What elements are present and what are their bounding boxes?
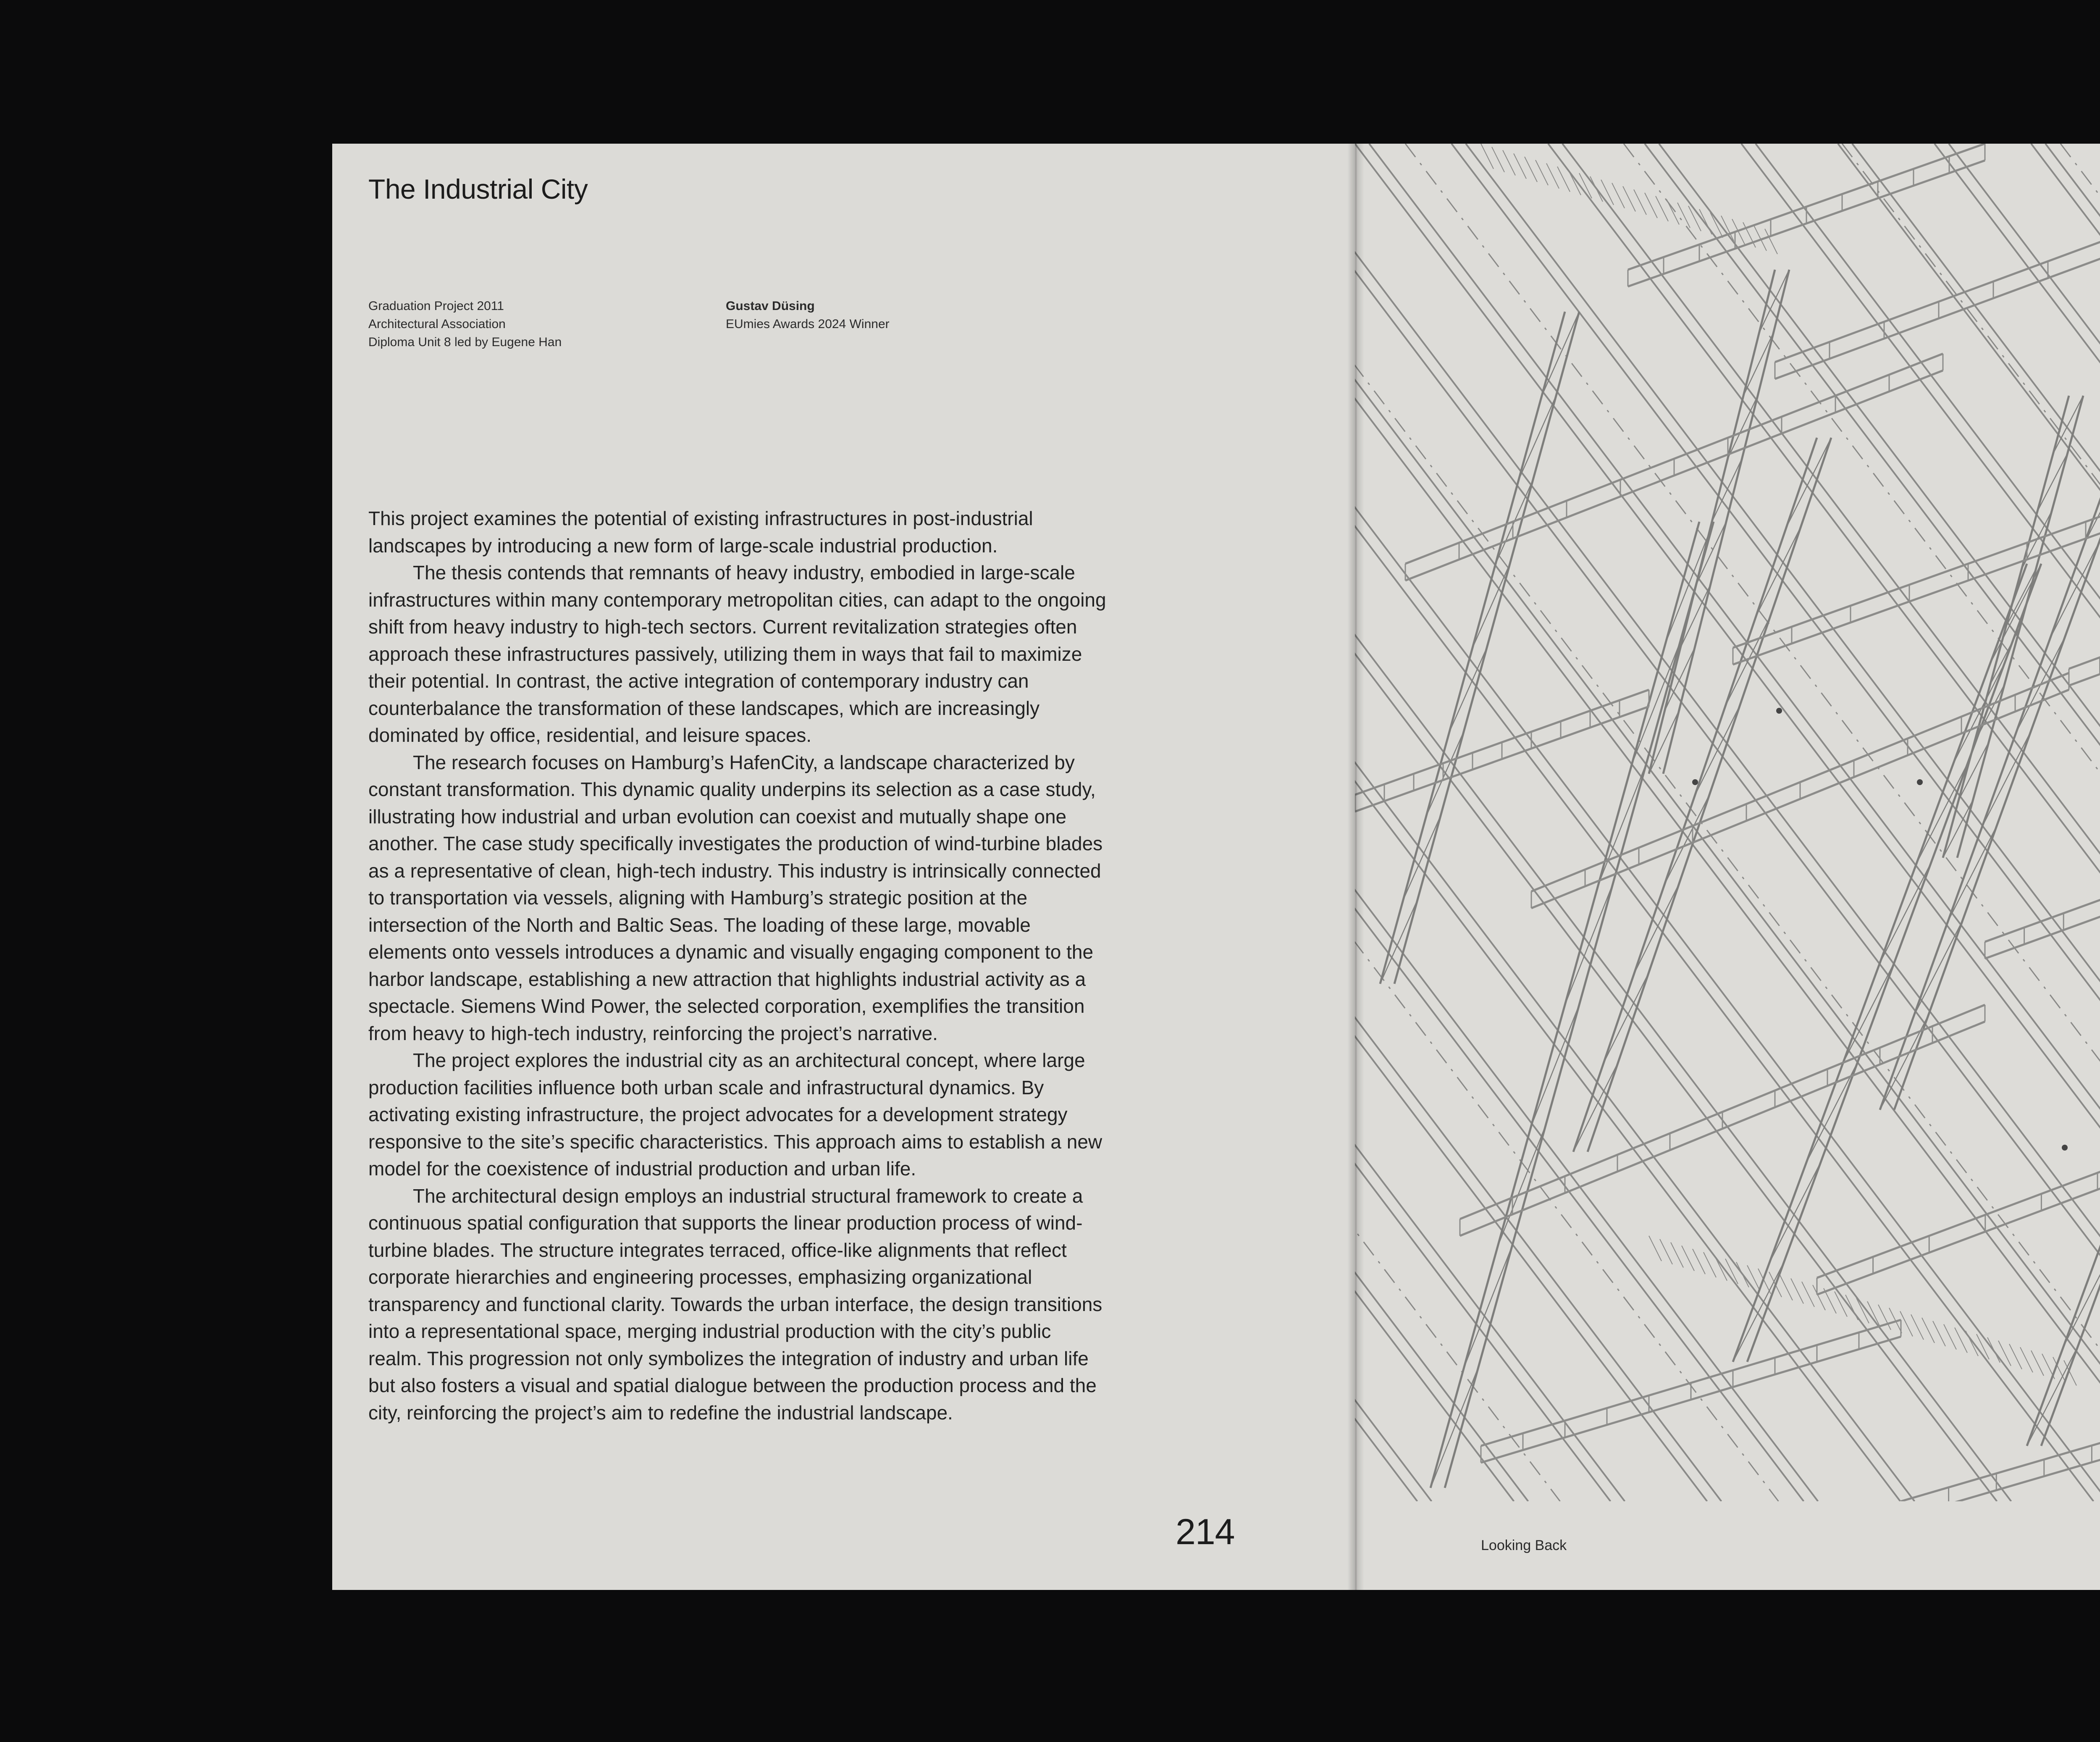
- right-page: [1355, 144, 2100, 1590]
- page-number-left: 214: [1176, 1512, 1235, 1552]
- structure-line: [1756, 144, 2100, 1501]
- structure-line: [1634, 884, 1679, 974]
- structure-line: [2061, 144, 2100, 1501]
- structure-line: [1645, 144, 2100, 1501]
- structure-line: [2045, 144, 2100, 1501]
- structure-line: [1775, 160, 2100, 362]
- body-text: [368, 505, 1108, 1426]
- structure-line: [1452, 144, 2100, 1501]
- page-title: The Industrial City: [368, 173, 588, 205]
- structure-line: [1695, 706, 1740, 795]
- meta-line: Graduation Project 2011: [368, 299, 504, 313]
- structure-node: [1776, 708, 1782, 714]
- paragraph: The thesis contends that remnants of heavy industry, embodied in large-scale infrastructures within many contemporary metropolitan cities, can adapt to the ongoing shift from heavy industry to high-tech sectors. Current revitalization strategies often approach these infrastructures passively, utilizing them in ways that fail to maximize their potential. In contrast, the active integration of contemporary industry can counterbalance the transformation of these landscapes, which are increasingly dominated by office, residential, and leisure spaces.: [368, 562, 1106, 746]
- award-line: EUmies Awards 2024 Winner: [726, 317, 890, 331]
- structure-line: [1948, 826, 1997, 921]
- section-label: Looking Back: [1481, 1537, 1567, 1553]
- structure-line: [2027, 648, 2100, 1446]
- structure-line: [1756, 527, 1801, 617]
- author-name: Gustav Düsing: [726, 299, 815, 313]
- structure-line: [1355, 144, 2100, 1501]
- structure-line: [1935, 144, 2100, 1501]
- meta-line: Architectural Association: [368, 317, 506, 331]
- structure-line: [1649, 711, 1679, 774]
- structure-line: [1712, 459, 1742, 522]
- structure-line: [1355, 144, 1625, 1501]
- paragraph: The research focuses on Hamburg’s HafenCity, a landscape characterized by constant transformation. This dynamic quality underpins its selection as a case study, illustrating how industrial and urban evolution can coexist and mutually shape one another. The case study specifically investigates the production of wind-turbine blades as a representative of clean, high-tech industry. This industry is intrinsically connected to transportation via vessels, aligning with Hamburg’s strategic position at the intersection of the North and Baltic Seas. The loading of these large, movable elements onto vessels introduces a dynamic and visually engaging component to the harbor landscape, establishing a new attraction that highlights industrial activity as a spectacle. Siemens Wind Power, the selected corporation, exemplifies the transition from heavy to high-tech industry, reinforcing the project’s narrative.: [368, 751, 1103, 1044]
- structure-node: [1917, 779, 1923, 785]
- structure-line: [1817, 1085, 2100, 1295]
- structure-line: [1355, 144, 1514, 1501]
- structure-line: [1843, 963, 1895, 1063]
- structure-line: [2053, 396, 2084, 454]
- structure-line: [1880, 354, 2100, 1110]
- structure-node: [2062, 1145, 2068, 1151]
- structure-line: [2069, 572, 2100, 686]
- structure-line: [1355, 144, 1721, 1501]
- structure-line: [1355, 144, 2100, 1501]
- structure-line: [1914, 921, 1962, 1015]
- structure-line: [1733, 1262, 1784, 1362]
- structure-line: [1604, 973, 1649, 1063]
- structure-line: [1466, 144, 2100, 1501]
- left-page: [332, 144, 1355, 1590]
- structure-line: [1743, 333, 1774, 396]
- structure-line: [1985, 816, 2100, 959]
- structure-line: [2027, 1346, 2078, 1446]
- structure-line: [1943, 800, 1973, 858]
- structure-line: [1355, 144, 2100, 1501]
- structure-line: [1355, 144, 1528, 1501]
- structure-line: [1901, 1362, 2100, 1501]
- structure-line: [2085, 448, 2100, 543]
- structure-line: [1355, 144, 1707, 1501]
- meta-line: Diploma Unit 8 led by Eugene Han: [368, 335, 562, 349]
- structure-line: [1741, 144, 2100, 1501]
- author-meta: [726, 297, 890, 333]
- structure-line: [1562, 144, 2100, 1501]
- structure-line: [1599, 763, 1646, 884]
- structure-line: [1659, 144, 2100, 1501]
- structure-line: [1355, 144, 1900, 1501]
- structure-line: [1464, 1246, 1512, 1367]
- structure-line: [1355, 144, 2011, 1501]
- structure-node: [1692, 779, 1698, 785]
- paragraph: The architectural design employs an industrial structural framework to create a continuous spatial configuration that supports the linear production process of wind-turbine blades. The structure integrates terraced, office-like alignments that reflect corporate hierarchies and engineering processes, emphasizing organizational transparency and functional clarity. Towards the urban interface, the design transitions into a representational space, merging industrial production with the city’s public realm. This progression not only symbolizes the integration of industry and urban life but also fosters a visual and spatial dialogue between the production process and the city, reinforcing the project’s aim to redefine the industrial landscape.: [368, 1185, 1102, 1424]
- structure-line: [1355, 144, 2100, 1501]
- structure-line: [1565, 884, 1613, 1005]
- project-meta: [368, 297, 562, 351]
- structural-line-drawing: [1355, 144, 2100, 1501]
- structure-line: [1355, 144, 2100, 1501]
- structure-line: [1982, 732, 2031, 826]
- structure-line: [1787, 438, 1832, 527]
- structure-line: [1355, 144, 1431, 1501]
- structure-line: [1901, 1379, 2100, 1501]
- structure-line: [1573, 1063, 1618, 1152]
- structure-line: [1726, 616, 1771, 706]
- structure-line: [1733, 438, 2100, 648]
- paragraph: The project explores the industrial city as an architectural concept, where large production facilities influence both urban scale and infrastructural dynamics. By activating existing infrastructure, the project advocates for a development strategy responsive to the site’s specific characteristics. This approach aims to establish a new model for the coexistence of industrial production and urban life.: [368, 1049, 1102, 1180]
- structure-line: [1355, 144, 2100, 1501]
- structure-line: [2050, 543, 2099, 637]
- paragraph: This project examines the potential of existing infrastructures in post-industrial landscapes by introducing a new form of large-scale industrial production.: [368, 507, 1033, 557]
- structure-line: [1369, 144, 2100, 1501]
- structure-line: [1355, 144, 2100, 1501]
- structure-line: [2037, 454, 2068, 512]
- structure-line: [1880, 863, 1931, 963]
